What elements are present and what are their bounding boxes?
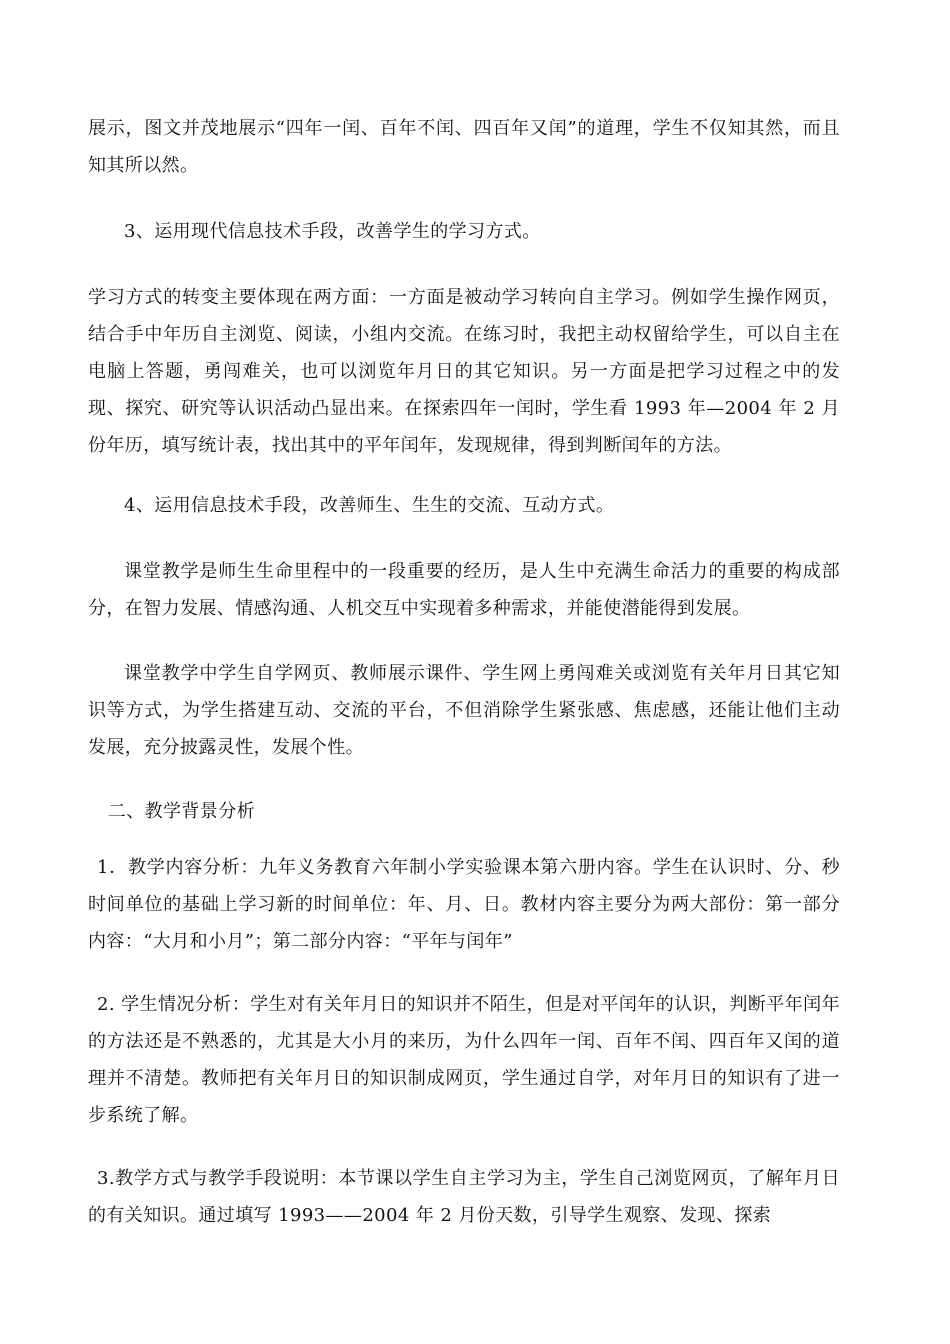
paragraph-5: 课堂教学是师生生命里程中的一段重要的经历，是人生中充满生命活力的重要的构成部分，在智力发展、情感沟通、人机交互中实现着多种需求，并能使潜能得到发展。	[88, 561, 840, 619]
paragraph-3: 学习方式的转变主要体现在两方面：一方面是被动学习转向自主学习。例如学生操作网页，结合手中年历自主浏览、阅读，小组内交流。在练习时，我把主动权留给学生，可以自主在电脑上答题，勇闯难关，也可以浏览年月日的其它知识。另一方面是把学习过程之中的发现、探究、研究等认识活动凸显出来。在探索四年一闰时，学生看 1993 年—2004 年 2 月份年历，填写统计表，找出其中的平年闰年，发现规律，得到判断闰年的方法。	[88, 287, 840, 456]
paragraph-8: 1．教学内容分析：九年义务教育六年制小学实验课本第六册内容。学生在认识时、分、秒时间单位的基础上学习新的时间单位：年、月、日。教材内容主要分为两大部份：第一部分内容：“大月和小月”；第二部分内容：“平年与闰年”	[88, 857, 840, 952]
paragraph-1: 展示，图文并茂地展示“四年一闰、百年不闰、四百年又闰”的道理，学生不仅知其然，而且知其所以然。	[88, 118, 840, 176]
paragraph-2: 3、运用现代信息技术手段，改善学生的学习方式。	[124, 221, 541, 242]
paragraph-10: 3.教学方式与教学手段说明：本节课以学生自主学习为主，学生自己浏览网页，了解年月日的有关知识。通过填写 1993——2004 年 2 月份天数，引导学生观察、发现、探索	[88, 1168, 840, 1226]
paragraph-4: 4、运用信息技术手段，改善师生、生生的交流、互动方式。	[124, 495, 615, 516]
paragraph-7: 二、教学背景分析	[107, 801, 255, 822]
paragraph-9: 2. 学生情况分析：学生对有关年月日的知识并不陌生，但是对平闰年的认识，判断平年闰年的方法还是不熟悉的，尤其是大小月的来历，为什么四年一闰、百年不闰、四百年又闰的道理并不清楚。教师把有关年月日的知识制成网页，学生通过自学，对年月日的知识有了进一步系统了解。	[88, 994, 840, 1126]
paragraph-6: 课堂教学中学生自学网页、教师展示课件、学生网上勇闯难关或浏览有关年月日其它知识等方式，为学生搭建互动、交流的平台，不但消除学生紧张感、焦虑感，还能让他们主动发展，充分披露灵性，发展个性。	[88, 663, 840, 758]
